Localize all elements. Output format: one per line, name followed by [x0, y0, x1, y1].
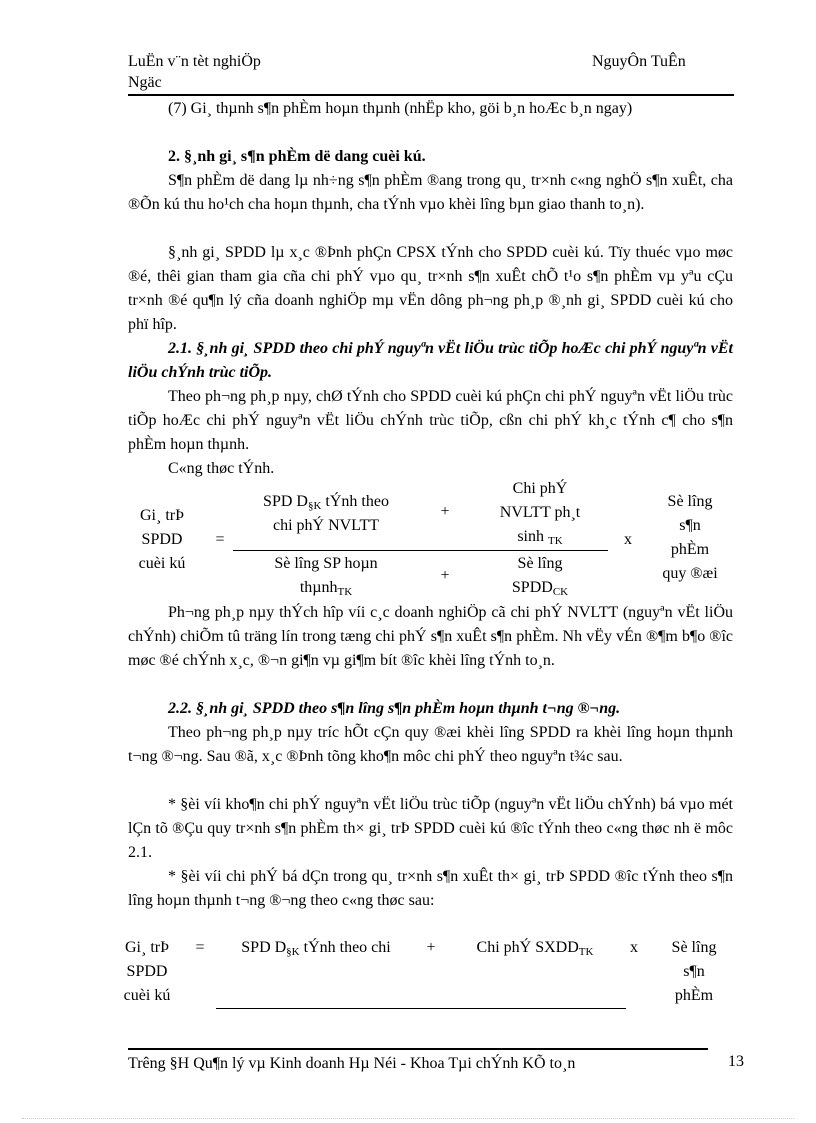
formula1-rhs-line1: Sè lîng [667, 493, 713, 510]
formula2-term-b: Chi phÝ $SXDD_{TK}$ [476, 939, 594, 958]
formula1-lhs-line3: cuèi kú [138, 555, 186, 572]
formula1-times: x [624, 531, 632, 548]
formula1-denominator-a-line1: Sè lîng SP hoµn [274, 555, 378, 572]
footer-rule [128, 1048, 708, 1050]
formula1-numerator-b-line3: sinh $_{TK}$ [517, 528, 563, 547]
header-rule [128, 94, 734, 96]
formula1-rhs-line4: quy ®æi [662, 565, 718, 582]
formula2-term-a: SPD $D_{\S K}$ tÝnh theo chi [241, 939, 391, 958]
formula1-rhs-line2: s¶n [679, 517, 701, 534]
formula1-denominator-b-line1: Sè lîng [517, 555, 563, 572]
header-left-line2: Ngäc [128, 74, 162, 91]
heading-section-2-1: 2.1. §¸nh gi¸ SPDD theo chi phÝ nguyªn vËt liÖu trùc tiÕp hoÆc chi phÝ nguyªn vËt liÖu chÝnh trùc tiÕp. [128, 340, 733, 381]
paragraph-gradual-costs: * §èi víi chi phÝ bá dÇn trong qu¸ tr×nh s¶n xuÊt th× gi¸ trÞ SPDD ®îc tÝnh theo s¶n lîng hoµn thµnh t¬ng ®¬ng theo c«ng thøc sau: [128, 868, 733, 909]
page-bottom-dotted-line [22, 1118, 794, 1119]
formula2-lhs-line1: Gi¸ trÞ [125, 939, 169, 956]
formula2-fraction-bar [216, 1008, 626, 1009]
paragraph-formula-label: C«ng thøc tÝnh. [168, 460, 275, 477]
formula2-equals: = [195, 939, 205, 956]
formula1-lhs-line2: SPDD [141, 531, 183, 548]
paragraph-spdd-definition: S¶n phÈm dë dang lµ nh÷ng s¶n phÈm ®ang trong qu¸ tr×nh c«ng nghÖ s¶n xuÊt, cha ®Õn kú thu ho¹ch cha hoµn thµnh, cha tÝnh vµo khèi lîng bµn giao thanh to¸n). [128, 172, 733, 213]
formula2-lhs-line3: cuèi kú [123, 987, 171, 1004]
heading-section-2: 2. §¸nh gi¸ s¶n phÈm dë dang cuèi kú. [168, 148, 426, 165]
formula1-equals: = [215, 531, 225, 548]
header-left-line1: LuËn v¨n tèt nghiÖp [128, 53, 261, 70]
formula2-rhs-line3: phÈm [674, 987, 714, 1004]
formula2-lhs-line2: SPDD [126, 963, 168, 980]
formula1-numerator-a-line1: SPD $D_{\S K}$ tÝnh theo [263, 493, 389, 512]
formula1-lhs-line1: Gi¸ trÞ [140, 507, 184, 524]
footer-text: Trêng §H Qu¶n lý vµ Kinh doanh Hµ Néi - Khoa Tµi chÝnh KÕ to¸n [128, 1055, 576, 1072]
paragraph-method-1: Theo ph¬ng ph¸p nµy, chØ tÝnh cho SPDD cuèi kú phÇn chi phÝ nguyªn vËt liÖu trùc tiÕp hoÆc chi phÝ nguyªn vËt liÖu chÝnh trùc tiÕp, cßn chi phÝ kh¸c tÝnh c¶ cho s¶n phÈm hoµn thµnh. [128, 388, 733, 453]
formula1-numerator-b-line1: Chi phÝ [512, 480, 568, 497]
paragraph-method-1-suitability: Ph¬ng ph¸p nµy thÝch hîp víi c¸c doanh nghiÖp cã chi phÝ NVLTT (nguyªn vËt liÖu chÝnh) chiÕm tû träng lín trong tæng chi phÝ s¶n xuÊt s¶n phÈm. Nh vËy vÉn ®¶m b¶o ®îc møc ®é chÝnh x¸c, ®¬n gi¶n vµ gi¶m bít ®îc khèi lîng tÝnh to¸n. [128, 604, 733, 669]
formula1-plus-numerator: + [440, 503, 450, 520]
paragraph-method-2: Theo ph¬ng ph¸p nµy tríc hÕt cÇn quy ®æi khèi lîng SPDD ra khèi lîng hoµn thµnh t¬ng ®¬ng. Sau ®ã, x¸c ®Þnh tõng kho¶n môc chi phÝ theo nguyªn t¾c sau. [128, 724, 733, 765]
formula2-rhs-line2: s¶n [683, 963, 705, 980]
paragraph-direct-materials: * §èi víi kho¶n chi phÝ nguyªn vËt liÖu trùc tiÕp (nguyªn vËt liÖu chÝnh) bá vµo mét lÇn tõ ®Çu quy tr×nh s¶n phÈm th× gi¸ trÞ SPDD cuèi kú ®îc tÝnh theo c«ng thøc nh ë môc 2.1. [128, 796, 733, 861]
formula1-numerator-b-line2: NVLTT ph¸t [499, 504, 581, 521]
formula1-fraction-bar [233, 550, 608, 551]
formula1-denominator-b-line2: $SPDD_{CK}$ [511, 579, 569, 598]
heading-section-2-2: 2.2. §¸nh gi¸ SPDD theo s¶n lîng s¶n phÈm hoµn thµnh t¬ng ®¬ng. [168, 700, 621, 717]
formula2-times: x [630, 939, 638, 956]
formula2-rhs-line1: Sè lîng [671, 939, 717, 956]
header-right: NguyÔn TuÊn [592, 53, 686, 70]
formula1-rhs-line3: phÈm [670, 541, 710, 558]
formula1-plus-denominator: + [440, 567, 450, 584]
formula2-plus: + [426, 939, 436, 956]
paragraph-spdd-evaluation: §¸nh gi¸ SPDD lµ x¸c ®Þnh phÇn CPSX tÝnh cho SPDD cuèi kú. Tïy thuéc vµo møc ®é, thêi gian tham gia cña chi phÝ vµo qu¸ tr×nh s¶n xuÊt chÕ t¹o s¶n phÈm vµ yªu cÇu tr×nh ®é qu¶n lý cña doanh nghiÖp mµ vËn dông ph¬ng ph¸p ®¸nh gi¸ SPDD cuèi kú cho phï hîp. [128, 244, 733, 333]
paragraph-item-7: (7) Gi¸ thµnh s¶n phÈm hoµn thµnh (nhËp kho, göi b¸n hoÆc b¸n ngay) [168, 100, 633, 117]
formula1-numerator-a-line2: chi phÝ NVLTT [272, 517, 380, 534]
page-number: 13 [728, 1053, 744, 1070]
formula1-denominator-a-line2: thµnh$_{TK}$ [299, 579, 353, 598]
